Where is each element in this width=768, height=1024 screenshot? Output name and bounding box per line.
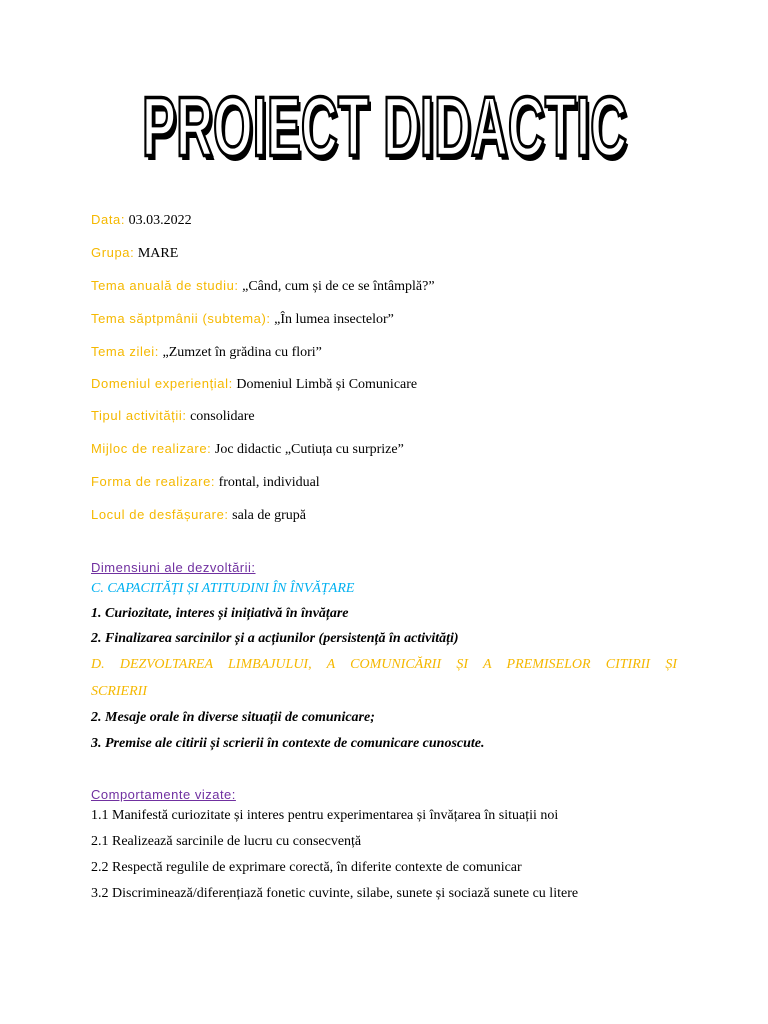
behavior-item-2-2: 2.2 Respectă regulile de exprimare corectă, în diferite contexte de comunicar bbox=[91, 860, 522, 875]
info-row-form bbox=[91, 474, 320, 491]
language-heading-line1: D. DEZVOLTAREA LIMBAJULUI, A COMUNICĂRII ȘI A PREMISELOR CITIRII ȘI bbox=[91, 657, 677, 672]
behavior-item-3-2: 3.2 Discriminează/diferențiază fonetic cuvinte, silabe, sunete și sociază sunete cu litere bbox=[91, 886, 579, 901]
dimensions-heading: Dimensiuni ale dezvoltării: bbox=[91, 560, 256, 575]
annual-theme-label: Tema anuală de studiu: bbox=[91, 278, 239, 293]
capacities-heading: C. CAPACITĂȚI ȘI ATITUDINI ÎN ÎNVĂȚARE bbox=[91, 581, 355, 596]
behavior-item-2-1: 2.1 Realizează sarcinile de lucru cu consecvență bbox=[91, 834, 362, 849]
capacity-item-1: 1. Curiozitate, interes și inițiativă în învățare bbox=[91, 606, 349, 621]
language-heading-line2: SCRIERII bbox=[91, 684, 147, 699]
means-value: Joc didactic „Cutiuța cu surprize” bbox=[214, 442, 404, 457]
info-row-daily-theme bbox=[91, 344, 322, 361]
behaviors-heading: Comportamente vizate: bbox=[91, 787, 236, 802]
info-row-annual-theme bbox=[91, 278, 435, 295]
title-wrap bbox=[0, 80, 768, 175]
group-label: Grupa: bbox=[91, 245, 135, 260]
annual-theme-value: „Când, cum și de ce se întâmplă?” bbox=[242, 279, 435, 294]
info-row-group bbox=[91, 245, 178, 262]
capacity-item-2: 2. Finalizarea sarcinilor și a acțiunilor (persistență în activități) bbox=[91, 631, 459, 646]
group-value: MARE bbox=[137, 246, 179, 261]
date-label: Data: bbox=[91, 212, 126, 227]
info-row-activity-type bbox=[91, 408, 255, 425]
info-row-means bbox=[91, 441, 404, 458]
info-row-location bbox=[91, 507, 306, 524]
language-item-3: 3. Premise ale citirii și scrierii în contexte de comunicare cunoscute. bbox=[91, 736, 485, 751]
domain-label: Domeniul experiențial: bbox=[91, 376, 233, 391]
document-title: PROIECT DIDACTIC bbox=[141, 80, 627, 175]
activity-type-value: consolidare bbox=[190, 409, 255, 424]
date-value: 03.03.2022 bbox=[128, 213, 192, 228]
info-row-domain bbox=[91, 376, 417, 393]
weekly-theme-label: Tema săptpmânii (subtema): bbox=[91, 311, 271, 326]
daily-theme-value: „Zumzet în grădina cu flori” bbox=[162, 345, 322, 360]
info-row-date bbox=[91, 212, 192, 229]
info-row-weekly-theme bbox=[91, 311, 394, 328]
weekly-theme-value: „În lumea insectelor” bbox=[274, 312, 394, 327]
domain-value: Domeniul Limbă și Comunicare bbox=[236, 377, 418, 392]
means-label: Mijloc de realizare: bbox=[91, 441, 212, 456]
language-item-2: 2. Mesaje orale în diverse situații de comunicare; bbox=[91, 710, 375, 725]
form-label: Forma de realizare: bbox=[91, 474, 216, 489]
location-label: Locul de desfășurare: bbox=[91, 507, 229, 522]
location-value: sala de grupă bbox=[232, 508, 306, 523]
form-value: frontal, individual bbox=[218, 475, 320, 490]
behavior-item-1-1: 1.1 Manifestă curiozitate și interes pentru experimentarea și învățarea în situații noi bbox=[91, 808, 559, 823]
activity-type-label: Tipul activității: bbox=[91, 408, 187, 423]
daily-theme-label: Tema zilei: bbox=[91, 344, 160, 359]
